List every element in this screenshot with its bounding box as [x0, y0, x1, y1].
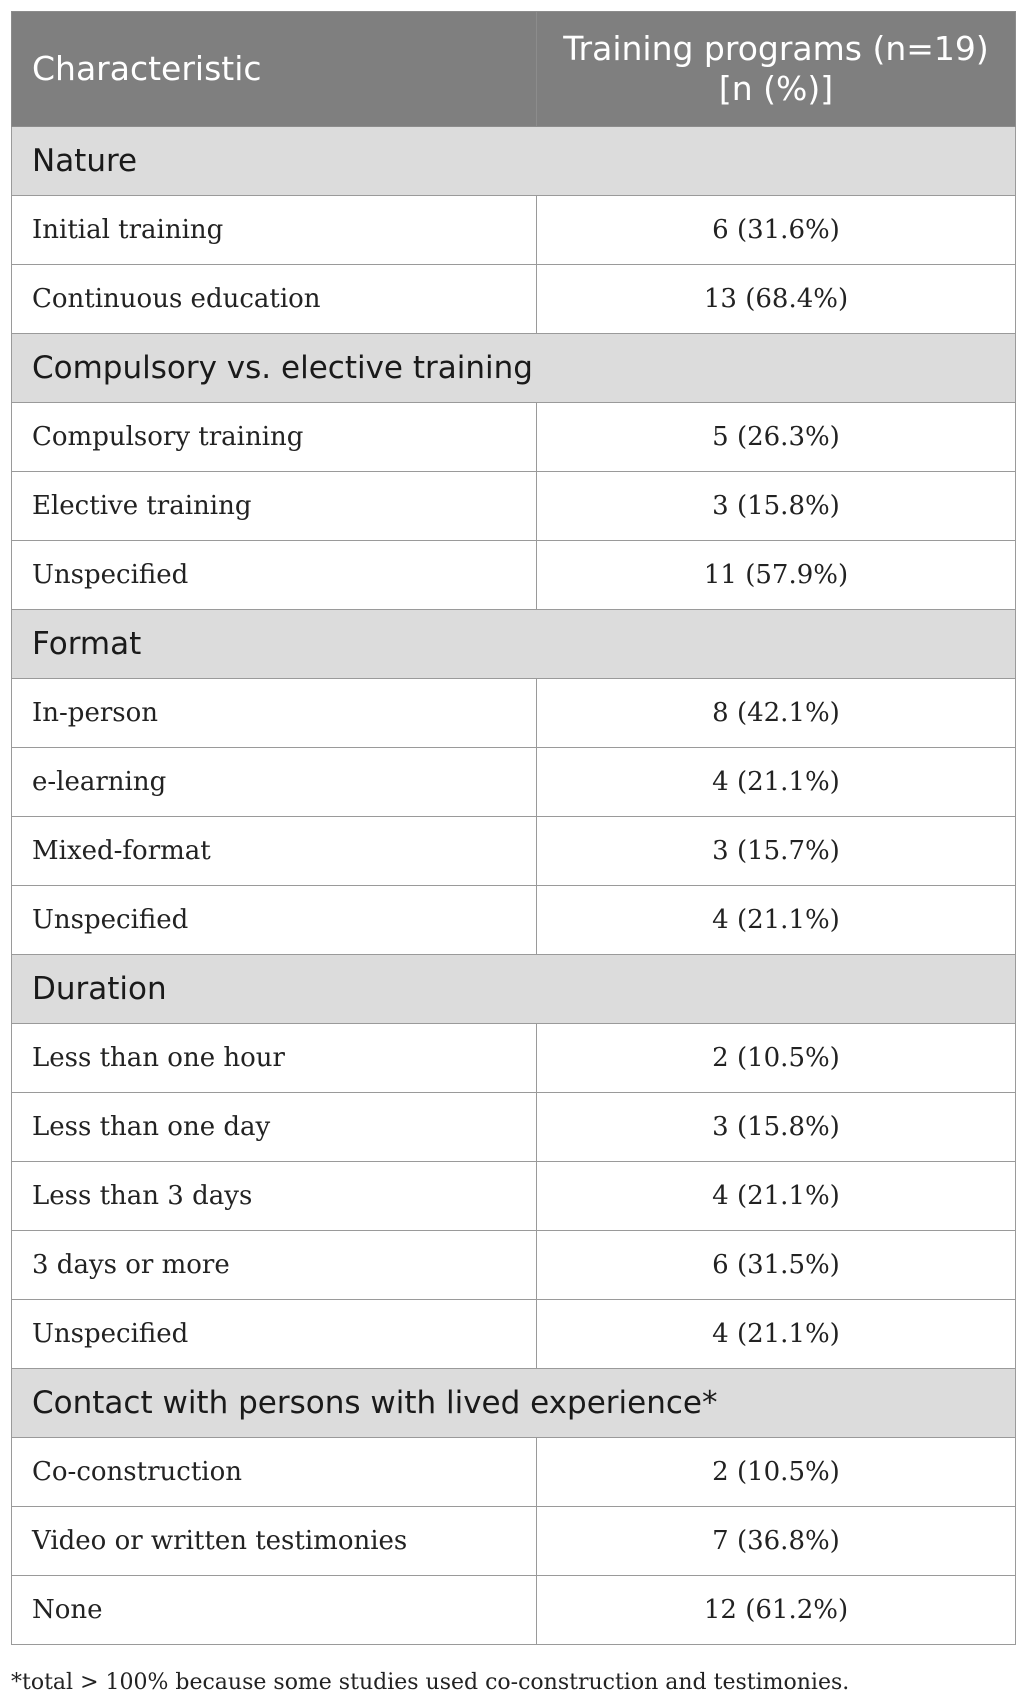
section-row-nature: [12, 127, 1016, 196]
row-value: 6 (31.5%): [537, 1231, 1016, 1300]
row-value: 7 (36.8%): [537, 1507, 1016, 1576]
table-row: [12, 1231, 1016, 1300]
row-value: 3 (15.7%): [537, 817, 1016, 886]
row-value: 4 (21.1%): [537, 1300, 1016, 1369]
header-training-programs-line2: [n (%)]: [718, 69, 834, 108]
row-value: 4 (21.1%): [537, 748, 1016, 817]
section-title: Duration: [12, 955, 1016, 1024]
row-label: Mixed-format: [12, 817, 537, 886]
table-row: [12, 1024, 1016, 1093]
header-characteristic: Characteristic: [12, 12, 537, 127]
characteristics-table: [11, 11, 1016, 1645]
row-value: 4 (21.1%): [537, 886, 1016, 955]
table-row: [12, 1162, 1016, 1231]
table-header-row: [12, 12, 1016, 127]
header-training-programs-line1: Training programs (n=19): [563, 29, 989, 69]
row-value: 3 (15.8%): [537, 472, 1016, 541]
characteristics-table-container: [11, 11, 1015, 1645]
header-training-programs: [537, 12, 1016, 127]
row-label: Less than 3 days: [12, 1162, 537, 1231]
row-label: None: [12, 1576, 537, 1645]
table-row: [12, 1576, 1016, 1645]
row-value: 6 (31.6%): [537, 196, 1016, 265]
table-row: [12, 748, 1016, 817]
table-row: [12, 472, 1016, 541]
row-label: Unspecified: [12, 1300, 537, 1369]
table-row: [12, 1300, 1016, 1369]
section-title: Compulsory vs. elective training: [12, 334, 1016, 403]
row-value: 8 (42.1%): [537, 679, 1016, 748]
table-footnote: *total > 100% because some studies used co-construction and testimonies.: [11, 1670, 850, 1695]
row-label: Elective training: [12, 472, 537, 541]
table-row: [12, 196, 1016, 265]
row-label: Unspecified: [12, 886, 537, 955]
row-value: 4 (21.1%): [537, 1162, 1016, 1231]
row-label: Unspecified: [12, 541, 537, 610]
row-label: Continuous education: [12, 265, 537, 334]
row-label: Video or written testimonies: [12, 1507, 537, 1576]
row-label: 3 days or more: [12, 1231, 537, 1300]
section-title: Nature: [12, 127, 1016, 196]
table-row: [12, 541, 1016, 610]
section-row-contact: [12, 1369, 1016, 1438]
table-row: [12, 1507, 1016, 1576]
row-label: Initial training: [12, 196, 537, 265]
table-row: [12, 403, 1016, 472]
table-row: [12, 1093, 1016, 1162]
section-row-compulsory-elective: [12, 334, 1016, 403]
row-label: Co-construction: [12, 1438, 537, 1507]
row-label: e-learning: [12, 748, 537, 817]
table-row: [12, 886, 1016, 955]
section-row-duration: [12, 955, 1016, 1024]
section-title: Contact with persons with lived experience*: [12, 1369, 1016, 1438]
row-value: 13 (68.4%): [537, 265, 1016, 334]
row-value: 2 (10.5%): [537, 1438, 1016, 1507]
table-row: [12, 265, 1016, 334]
section-row-format: [12, 610, 1016, 679]
row-value: 5 (26.3%): [537, 403, 1016, 472]
row-value: 3 (15.8%): [537, 1093, 1016, 1162]
row-label: Less than one hour: [12, 1024, 537, 1093]
section-title: Format: [12, 610, 1016, 679]
row-value: 12 (61.2%): [537, 1576, 1016, 1645]
row-label: Less than one day: [12, 1093, 537, 1162]
table-row: [12, 1438, 1016, 1507]
table-row: [12, 817, 1016, 886]
row-label: Compulsory training: [12, 403, 537, 472]
row-value: 2 (10.5%): [537, 1024, 1016, 1093]
row-value: 11 (57.9%): [537, 541, 1016, 610]
row-label: In-person: [12, 679, 537, 748]
table-row: [12, 679, 1016, 748]
